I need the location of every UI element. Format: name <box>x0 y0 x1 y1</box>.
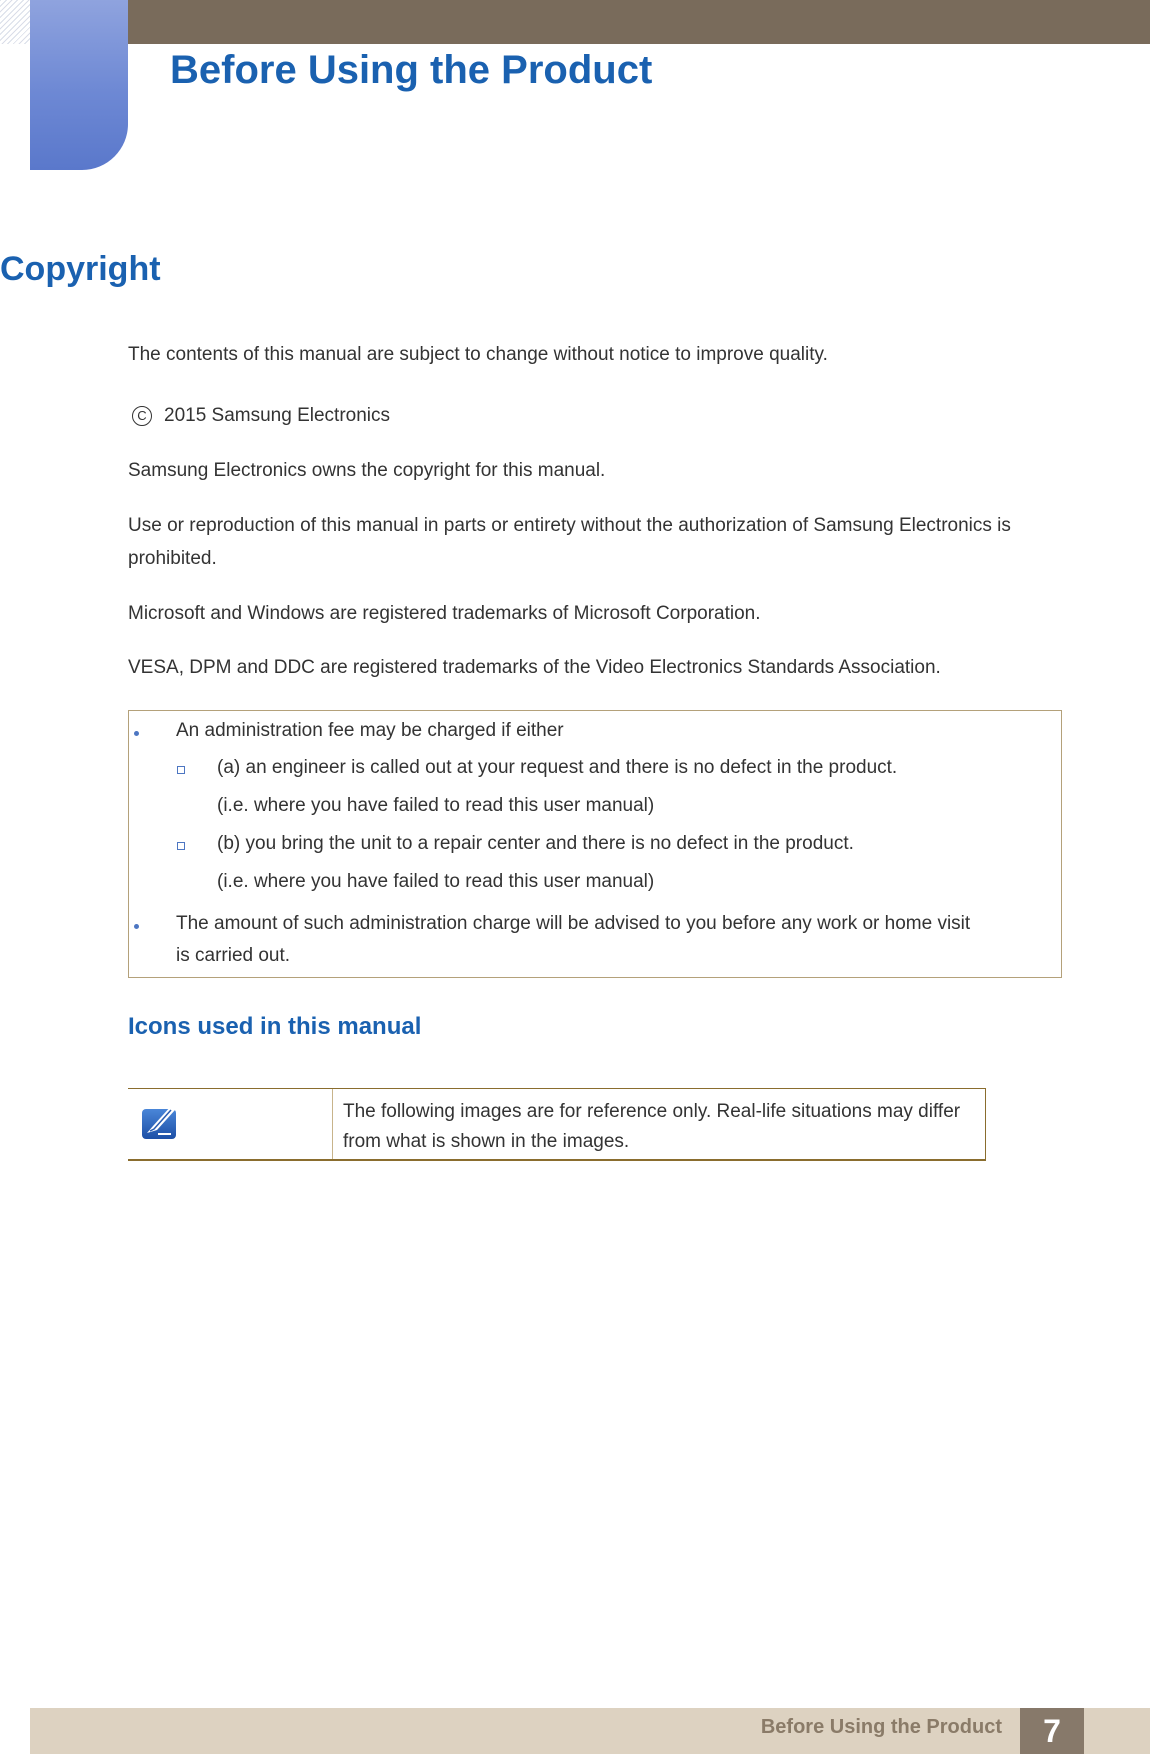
note-bullet-2-line-1: The amount of such administration charge will be advised to you before any work or home visit <box>176 913 971 934</box>
chapter-title: Before Using the Product <box>170 48 653 92</box>
note-bullet-1: An administration fee may be charged if either <box>176 720 564 741</box>
hatch-decoration <box>0 0 30 44</box>
square-bullet-icon <box>177 766 185 774</box>
paragraph-ownership: Samsung Electronics owns the copyright for this manual. <box>128 460 606 481</box>
copyright-line <box>128 399 1068 432</box>
paragraph-microsoft: Microsoft and Windows are registered trademarks of Microsoft Corporation. <box>128 603 761 624</box>
paragraph-vesa: VESA, DPM and DDC are registered trademarks of the Video Electronics Standards Association. <box>128 657 941 678</box>
note-pencil-icon <box>141 1104 179 1142</box>
note-sub-a-detail: (i.e. where you have failed to read this user manual) <box>217 795 655 816</box>
footer-label: Before Using the Product <box>760 1716 1002 1738</box>
chapter-tab <box>30 0 128 170</box>
note-sub-b-detail: (i.e. where you have failed to read this user manual) <box>217 871 655 892</box>
paragraph-reproduction: Use or reproduction of this manual in parts or entirety without the authorization of Samsung Electronics is prohibited. <box>128 515 1011 569</box>
page-number: 7 <box>1020 1708 1084 1754</box>
note-bullet-2-line-2: is carried out. <box>176 945 291 966</box>
copyright-text: 2015 Samsung Electronics <box>164 405 391 426</box>
note-sub-b: (b) you bring the unit to a repair center and there is no defect in the product. <box>217 833 854 854</box>
icons-section-title: Icons used in this manual <box>128 1013 422 1040</box>
admin-fee-note-box <box>128 710 1062 978</box>
top-bar <box>0 0 1150 44</box>
paragraph-change-notice: The contents of this manual are subject to change without notice to improve quality. <box>128 344 828 365</box>
bullet-icon <box>134 924 139 929</box>
bullet-icon <box>134 731 139 736</box>
copyright-icon: C <box>132 406 152 426</box>
icons-table-text: The following images are for reference only. Real-life situations may differ from what is shown in the images. <box>343 1101 961 1152</box>
section-title: Copyright <box>0 250 161 288</box>
note-sub-a: (a) an engineer is called out at your request and there is no defect in the product. <box>217 757 898 778</box>
square-bullet-icon <box>177 842 185 850</box>
icons-table <box>128 1088 986 1161</box>
icons-table-icon-cell <box>128 1089 333 1159</box>
